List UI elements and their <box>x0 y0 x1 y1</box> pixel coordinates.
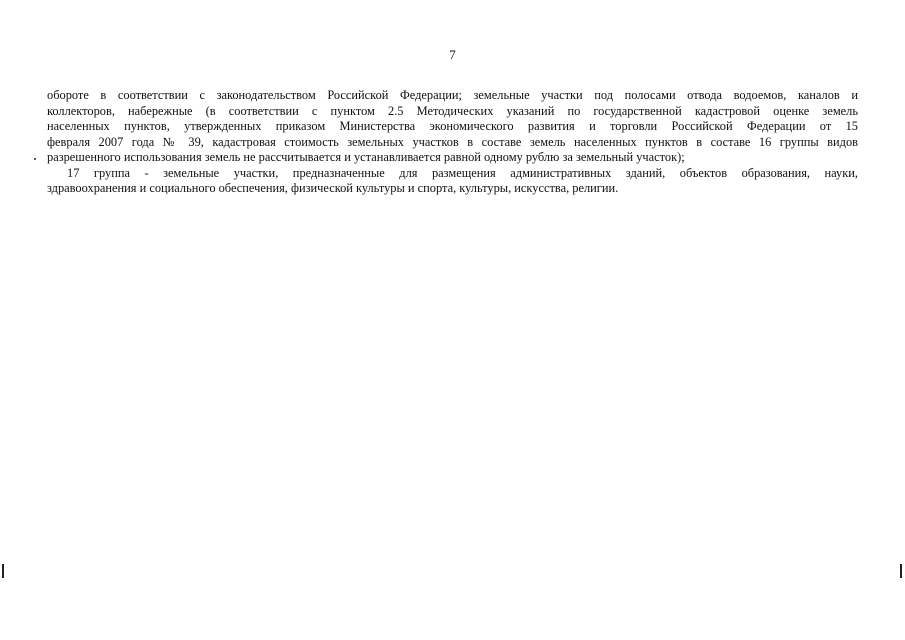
scan-margin-mark-right <box>900 564 902 578</box>
text-line: населенных пунктов, утвержденных приказом Министерства экономического развития и торговли Российской Федерации от 15 <box>47 119 858 133</box>
text-line: разрешенного использования земель не рассчитывается и устанавливается равной одному рублю за земельный участок); <box>47 150 685 164</box>
text-line: 17 группа - земельные участки, предназначенные для размещения административных зданий, объектов образования, науки, <box>67 165 858 180</box>
scan-margin-mark-left <box>2 564 4 578</box>
document-text <box>47 88 858 197</box>
text-line: февраля 2007 года № 39, кадастровая стоимость земельных участков в составе земель населенных пунктов в составе 16 группы видов <box>47 134 858 149</box>
text-line: здравоохранения и социального обеспечения, физической культуры и спорта, культуры, искусства, религии. <box>47 181 619 195</box>
scan-speck <box>34 158 36 160</box>
text-line: обороте в соответствии с законодательством Российской Федерации; земельные участки под полосами отвода водоемов, каналов и <box>47 88 858 102</box>
page-number: 7 <box>449 47 456 62</box>
text-line: коллекторов, набережные (в соответствии с пунктом 2.5 Методических указаний по государственной кадастровой оценке земель <box>47 103 858 118</box>
